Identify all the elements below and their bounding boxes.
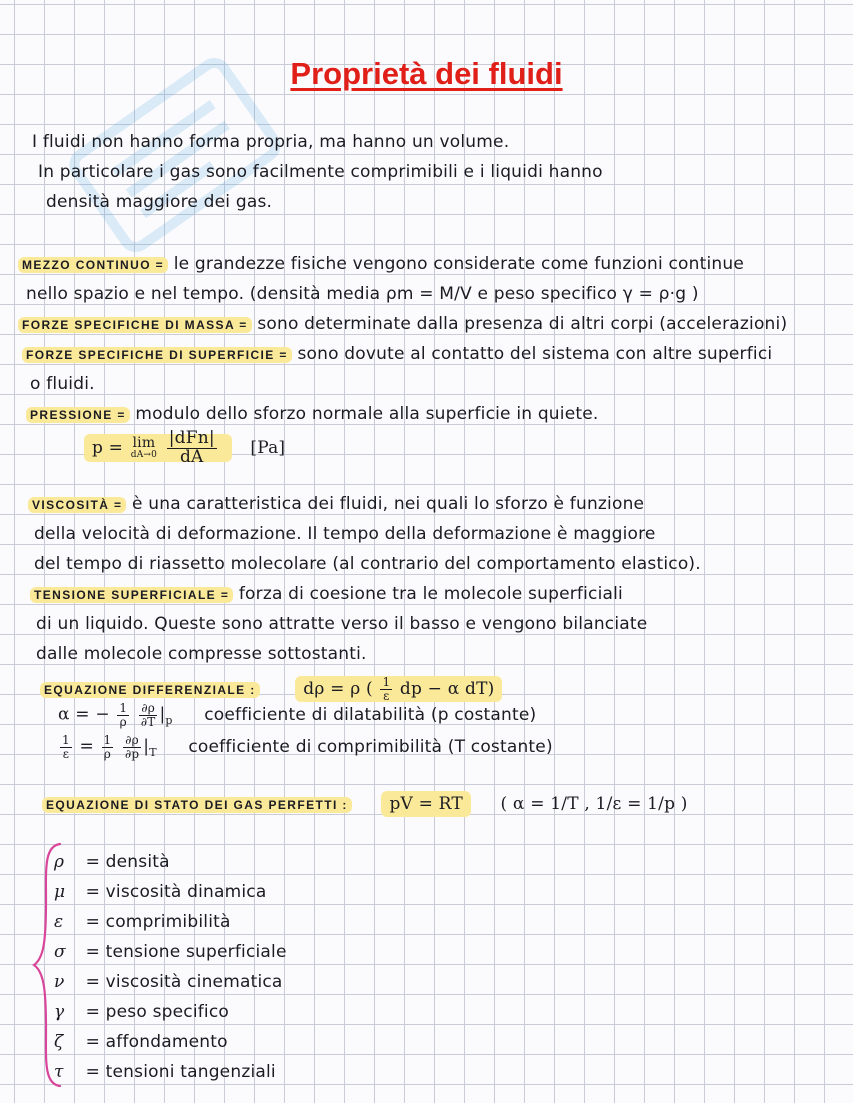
tensione-line-2: di un liquido. Queste sono attratte verso il basso e vengono bilanciate [36,614,648,634]
viscosita-text: è una caratteristica dei fluidi, nei quali lo sforzo è funzione [132,494,645,514]
pressione-formula-box [84,428,232,467]
legend-text: = tensione superficiale [85,942,287,962]
tensione-term: TENSIONE SUPERFICIALE = [30,587,233,603]
eps-sub: T [149,745,157,759]
legend-item [54,972,283,992]
forze-massa-term: FORZE SPECIFICHE DI MASSA = [18,317,252,333]
legend-text: = tensioni tangenziali [85,1062,276,1082]
legend-item [54,942,287,962]
eps-den: ε [62,746,70,761]
alpha-d-num: ∂ρ [139,702,158,716]
legend-item [54,882,266,902]
viscosita-line-2: della velocità di deformazione. Il tempo della deformazione è maggiore [34,524,656,544]
forze-superficie-line-1 [22,344,772,364]
pressione-num: |dFn| [168,428,215,448]
viscosita-line-3: del tempo di riassetto molecolare (al contrario del comportamento elastico). [34,554,701,574]
eq-diff-num: 1 [382,675,391,689]
legend-item [54,1002,229,1022]
viscosita-line-1 [28,494,644,514]
eq-diff-lhs: dρ = ρ ( [303,678,373,699]
mezzo-continuo-text: le grandezze fisiche vengono considerate come funzioni continue [173,254,745,274]
mezzo-continuo-line-2: nello spazio e nel tempo. (densità media ρm = M/V e peso specifico γ = ρ·g ) [26,284,699,304]
pressione-formula [84,430,285,467]
legend-item [54,1032,228,1052]
legend-text: = viscosità dinamica [85,882,267,902]
legend-text: = affondamento [85,1032,228,1052]
alpha-fraction [117,702,129,728]
pressione-text: modulo dello sforzo normale alla superficie in quiete. [135,404,599,424]
alpha-frac-num: 1 [119,701,128,715]
legend-symbol: γ [54,1002,65,1022]
pressione-limit [131,436,157,460]
pressione-line [26,404,599,424]
eq-diff-line [40,676,502,702]
alpha-sub: p [165,713,173,727]
mezzo-continuo-line-1 [18,254,744,274]
legend-text: = comprimibilità [85,912,231,932]
tensione-text: forza di coesione tra le molecole superficiali [238,584,623,604]
legend-item [54,852,170,872]
alpha-lhs: α = − [58,704,110,725]
intro-line-3: densità maggiore dei gas. [46,192,273,212]
pressione-fraction [167,430,217,467]
tensione-line-1 [30,584,623,604]
pressione-den: dA [179,446,204,467]
forze-massa-text: sono determinate dalla presenza di altri corpi (accelerazioni) [257,314,788,334]
epsilon-bar: | [143,736,150,757]
epsilon-derivative [123,734,141,760]
legend-text: = viscosità cinematica [85,972,283,992]
forze-superficie-line-2: o fluidi. [30,374,95,394]
intro-line-2: In particolare i gas sono facilmente comprimibili e i liquidi hanno [38,162,603,182]
page-title: Proprietà dei fluidi [290,56,563,91]
tensione-line-3: dalle molecole compresse sottostanti. [36,644,367,664]
alpha-line [58,702,536,728]
forze-superficie-term: FORZE SPECIFICHE DI SUPERFICIE = [22,347,292,363]
epsilon-description: coefficiente di comprimibilità (T costante) [188,736,553,757]
legend-brace-icon [30,840,66,1090]
eq-diff-formula [295,676,502,702]
gas-line [42,794,688,814]
eq-diff-fraction [380,676,392,702]
pressione-lim: lim [132,435,156,452]
legend-symbol: ζ [54,1032,64,1052]
pressione-unit: [Pa] [250,437,286,458]
pressione-term: PRESSIONE = [26,407,130,423]
legend-symbol: ν [54,972,65,992]
alpha-derivative [139,702,158,728]
eps-frac-den: ρ [103,746,112,761]
alpha-frac-den: ρ [119,714,127,729]
eq-diff-rhs: dp − α dT) [399,678,495,699]
mezzo-continuo-term: MEZZO CONTINUO = [18,257,168,273]
eps-num: 1 [62,733,70,747]
legend-symbol: μ [54,882,66,902]
legend-text: = peso specifico [85,1002,230,1022]
eps-equals: = [79,736,94,757]
eq-diff-term: EQUAZIONE DIFFERENZIALE : [40,682,260,698]
epsilon-lhs-fraction [60,734,72,760]
legend-text: = densità [85,852,170,872]
eq-diff-den: ε [383,688,390,703]
alpha-bar: | [159,704,166,725]
gas-formula: pV = RT [381,791,470,817]
alpha-description: coefficiente di dilatabilità (p costante) [204,704,537,725]
pressione-lhs: p = [92,437,124,458]
gas-note: ( α = 1/T , 1/ε = 1/p ) [500,794,688,814]
epsilon-fraction [102,734,114,760]
eps-d-den: ∂p [124,746,140,761]
legend-symbol: τ [54,1062,64,1082]
forze-massa-line [18,314,787,334]
forze-superficie-text: sono dovute al contatto del sistema con altre superfici [297,344,773,364]
epsilon-line [58,734,553,760]
eps-frac-num: 1 [103,733,112,747]
pressione-lim-sub: dA→0 [130,449,158,460]
gas-term: EQUAZIONE DI STATO DEI GAS PERFETTI : [42,797,352,813]
legend-item [54,1062,276,1082]
eps-d-num: ∂ρ [123,734,141,748]
viscosita-term: VISCOSITÀ = [28,497,126,513]
legend-item [54,912,231,932]
alpha-d-den: ∂T [140,714,156,729]
intro-line-1: I fluidi non hanno forma propria, ma hanno un volume. [32,132,510,152]
legend-symbol: σ [54,942,66,962]
legend-symbol: ε [54,912,64,932]
legend-symbol: ρ [54,852,65,872]
